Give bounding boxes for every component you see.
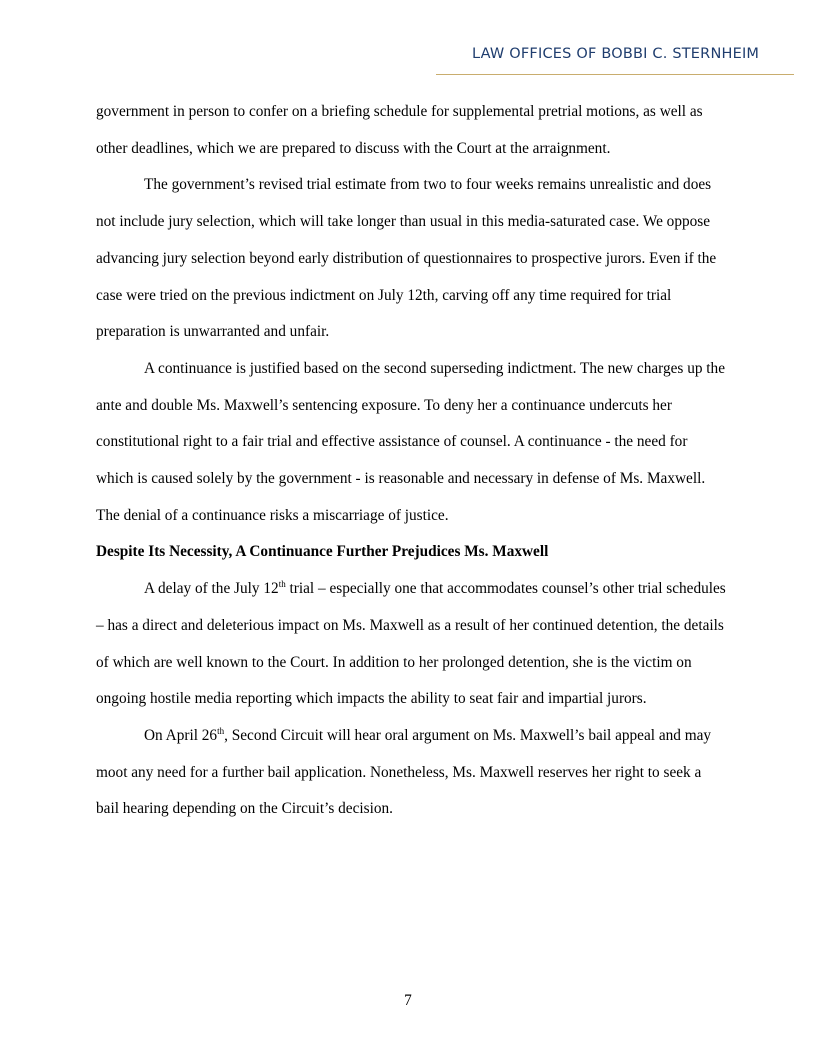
superscript: th (278, 579, 286, 590)
paragraph-delay-impact (96, 571, 726, 718)
paragraph-bail-appeal (96, 718, 726, 828)
paragraph-continuance-justified: A continuance is justified based on the second superseding indictment. The new charges up the ante and double Ms. Maxwell’s sentencing exposure. To deny her a continuance undercuts her constitutional right to a fair trial and effective assistance of counsel. A continuance - the need for which is caused solely by the government - is reasonable and necessary in defense of Ms. Maxwell. The denial of a continuance risks a miscarriage of justice. (96, 359, 725, 524)
superscript: th (217, 725, 225, 736)
text-segment: , Second Circuit will hear oral argument on Ms. Maxwell’s bail appeal and may moot any need for a further bail application. Nonetheless, Ms. Maxwell reserves her right to seek a bail hearing depending on the Circuit’s decision. (96, 726, 712, 818)
letterhead-rule (436, 74, 794, 75)
text-segment: A delay of the July 12 (144, 580, 279, 598)
paragraph-trial-estimate: The government’s revised trial estimate from two to four weeks remains unrealistic and does not include jury selection, which will take longer than usual in this media-saturated case. We oppose advancing jury selection beyond early distribution of questionnaires to prospective jurors. Even if the case were tried on the previous indictment on July 12th, carving off any time required for trial preparation is unwarranted and unfair. (96, 176, 717, 341)
letter-body (96, 94, 726, 828)
page-number: 7 (404, 992, 412, 1009)
text-segment: On April 26 (144, 726, 218, 744)
text-segment: trial – especially one that accommodates counsel’s other trial schedules – has a direct and deleterious impact on Ms. Maxwell as a result of her continued detention, the details of which are well known to the Court. In addition to her prolonged detention, she is the victim on ongoing hostile media reporting which impacts the ability to seat fair and impartial jurors. (96, 580, 726, 708)
paragraph-continuation: government in person to confer on a briefing schedule for supplemental pretrial motions, as well as other deadlines, which we are prepared to discuss with the Court at the arraignment. (96, 103, 703, 157)
letterhead-firm-name: LAW OFFICES OF BOBBI C. STERNHEIM (472, 46, 760, 62)
section-heading: Despite Its Necessity, A Continuance Further Prejudices Ms. Maxwell (96, 543, 549, 561)
